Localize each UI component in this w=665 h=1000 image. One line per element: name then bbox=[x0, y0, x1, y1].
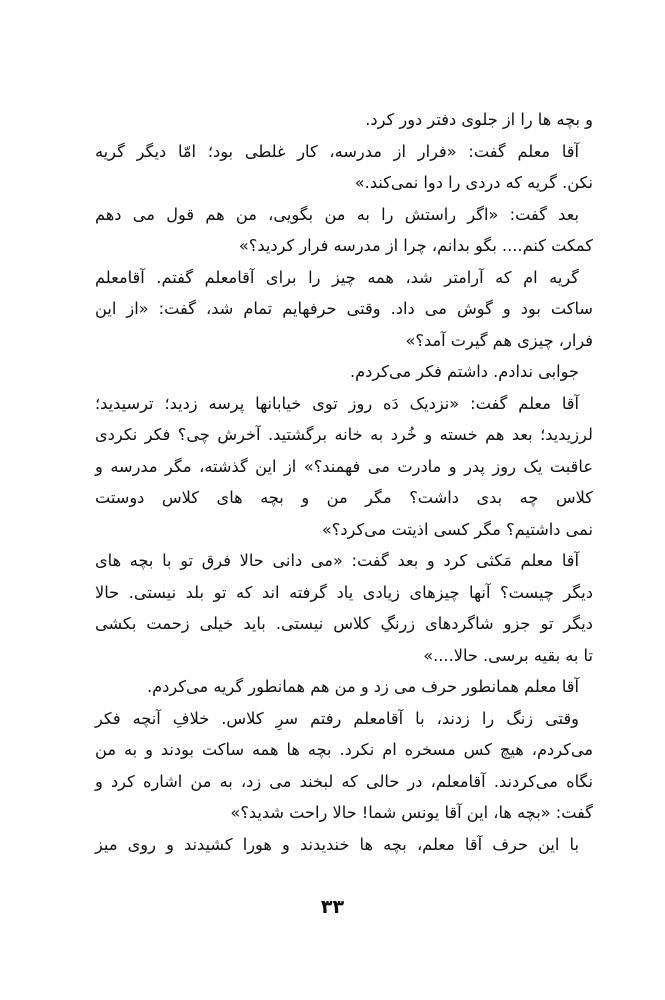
text-line: جوابی ندادم. داشتم فکر می‌کردم. bbox=[349, 362, 579, 381]
text-line: دیگر چیست؟ آنها چیزهای زیادی یاد گرفته اند که تو بلد نیستی. حالا bbox=[95, 582, 593, 602]
text-line: تا به بقیه برسی. حالا....» bbox=[423, 645, 593, 665]
text-line: کمکت کنم.... بگو بدانم، چرا از مدرسه فرار کردید؟» bbox=[238, 236, 593, 255]
text-line: گفت: «بچه ها، این آقا یونس شما! حالا راحت شدید؟» bbox=[230, 803, 593, 822]
text-line: آقا معلم گفت: «نزدیک دَه روز توی خیابانها پرسه زدید؛ ترسیدید؛ bbox=[95, 393, 579, 413]
text-line: با این حرف آقا معلم، بچه ها خندیدند و هورا کشیدند و روی میز bbox=[95, 834, 579, 854]
text-line: می‌کردم، هیچ کس مسخره ام نکرد. بچه ها همه ساکت بودند و به من bbox=[95, 740, 593, 759]
text-line: نمی داشتیم؟ مگر کسی اذیتت می‌کرد؟» bbox=[321, 519, 593, 539]
text-line: نکن. گریه که دردی را دوا نمی‌کند.» bbox=[354, 173, 593, 192]
text-line: دیگر تو جزو شاگردهای زرنگِ کلاس نیستی. باید خیلی زحمت بکشی bbox=[95, 614, 593, 633]
text-line: بعد گفت: «اگر راستش را به من بگویی، من هم قول می دهم bbox=[95, 204, 579, 224]
text-line: لرزیدید؛ بعد هم خسته و خُرد به خانه برگشتید. آخرش چی؟ فکر نکردی bbox=[95, 425, 593, 444]
text-line: گریه ام که آرامتر شد، همه چیز را برای آقامعلم گفتم. آقامعلم bbox=[95, 267, 579, 287]
text-line: عاقبت یک روز پدر و مادرت می فهمند؟» از این گذشته، مگر مدرسه و bbox=[95, 456, 593, 476]
text-line: آقا معلم گفت: «فرار از مدرسه، کار غلطی بود؛ امّا دیگر گریه bbox=[95, 141, 579, 161]
text-line: وقتی زنگ را زدند، با آقامعلم رفتم سرِ کلاس. خلافِ آنچه فکر bbox=[95, 708, 579, 728]
text-line: و بچه ها را از جلوی دفتر دور کرد. bbox=[365, 110, 593, 129]
text-line: نگاه می‌کردند. آقامعلم، در حالی که لبخند می زد، به من اشاره کرد و bbox=[95, 771, 593, 791]
text-line: فرار، چیزی هم گیرت آمد؟» bbox=[405, 330, 593, 350]
page-body-text bbox=[95, 104, 593, 860]
text-line: آقا معلم همانطور حرف می زد و من هم همانطور گریه می‌کردم. bbox=[147, 677, 579, 696]
text-line: کلاس چه بدی داشت؟ مگر من و بچه های کلاس دوستت bbox=[95, 488, 593, 507]
text-line: ساکت بود و گوش می داد. وقتی حرفهایم تمام شد، گفت: «از این bbox=[95, 299, 593, 318]
text-line: آقا معلم مَکثی کرد و بعد گفت: «می دانی حالا فرق تو با بچه های bbox=[95, 551, 579, 570]
page-number: ۳۳ bbox=[320, 896, 345, 918]
